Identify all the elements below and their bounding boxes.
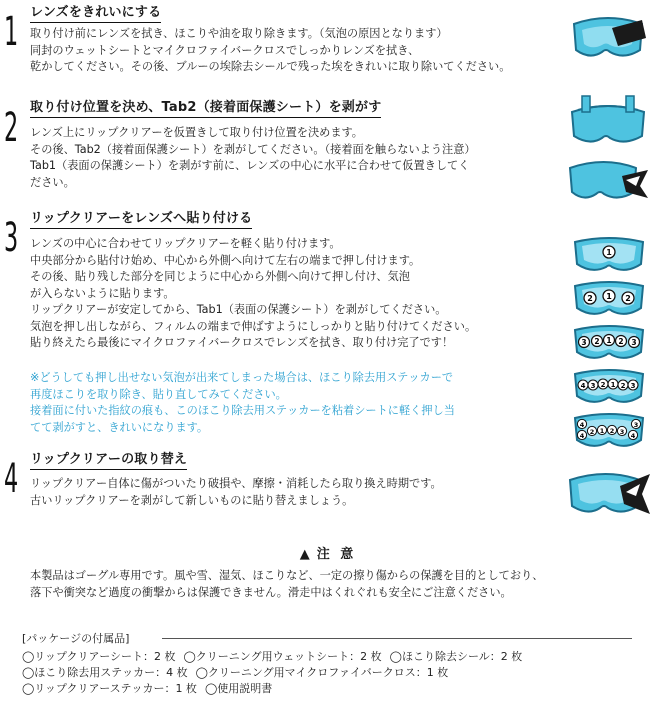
goggle-step3-b bbox=[572, 278, 646, 318]
badge-label: 2 bbox=[620, 382, 626, 390]
badge-label: 1 bbox=[606, 336, 612, 345]
caution-title: 注 意 bbox=[316, 547, 357, 562]
package-item: ◯クリーニング用マイクロファイバークロス：1 枚 bbox=[195, 666, 449, 679]
package-item: ◯ほこり除去用ステッカー：4 枚 bbox=[22, 666, 188, 679]
step-line: レンズ上にリップクリアーを仮置きして取り付け位置を決めます。 bbox=[30, 126, 363, 139]
badge-label: 4 bbox=[630, 432, 636, 440]
step-line: が入らないように貼ります。 bbox=[30, 286, 175, 300]
caution-body bbox=[30, 568, 543, 601]
badge-label: 2 bbox=[594, 337, 600, 346]
step-note bbox=[30, 370, 455, 436]
warning-icon: ▲ bbox=[299, 547, 313, 562]
step-line: リップクリアー自体に傷がついたり破損や、摩擦・消耗したら取り換え時期です。 bbox=[30, 477, 442, 490]
badge-label: 2 bbox=[609, 427, 615, 435]
step-line: Tab1（表面の保護シート）を剥がす前に、レンズの中心に水平に合わせて仮置きしてく bbox=[30, 159, 470, 172]
goggle-step3-c bbox=[572, 322, 646, 362]
goggle-step3-d bbox=[572, 366, 646, 406]
package-row bbox=[22, 681, 530, 697]
badge-label: 4 bbox=[579, 421, 585, 429]
package-item: ◯リップクリアーステッカー：1 枚 bbox=[22, 682, 197, 695]
step-line: 中央部分から貼付け始め、中心から外側へ向けて左右の端まで押し付けます。 bbox=[30, 253, 421, 267]
goggle-replace-illustration bbox=[566, 462, 650, 520]
step-body bbox=[30, 476, 442, 509]
badge-label: 1 bbox=[599, 427, 605, 435]
note-line: 再度ほこりを取り除き、貼り直してみてください。 bbox=[30, 387, 287, 401]
package-list bbox=[22, 649, 530, 697]
step-number: 4 bbox=[4, 456, 19, 502]
step-number: 2 bbox=[4, 105, 19, 151]
step-line: ださい。 bbox=[30, 175, 75, 189]
step-line: リップクリアーが安定してから、Tab1（表面の保護シート）を剥がしてください。 bbox=[30, 303, 447, 316]
badge-label: 3 bbox=[633, 421, 639, 429]
badge-label: 4 bbox=[580, 382, 586, 390]
badge-label: 2 bbox=[618, 337, 624, 346]
badge-label: 2 bbox=[589, 428, 595, 436]
step-line: その後、Tab2（接着面保護シート）を剥がしてください。（接着面を触らないよう注意） bbox=[30, 142, 476, 156]
package-row bbox=[22, 649, 530, 665]
note-line: てて剥がすと、きれいになります。 bbox=[30, 420, 209, 434]
step-line: 乾かしてください。その後、ブルーの埃除去シールで残った埃をきれいに取り除いてください。 bbox=[30, 60, 511, 73]
step-body bbox=[30, 125, 476, 191]
step-body bbox=[30, 236, 476, 352]
step-number: 3 bbox=[4, 215, 19, 261]
note-line: 接着面に付いた指紋の痕も、このほこり除去用ステッカーを粘着シートに軽く押し当 bbox=[30, 404, 455, 417]
package-item: ◯使用説明書 bbox=[204, 682, 273, 695]
step-body bbox=[30, 26, 510, 76]
note-line: ※どうしても押し出せない気泡が出来てしまった場合は、ほこり除去用ステッカーで bbox=[30, 371, 454, 384]
step-title: 取り付け位置を決め、Tab2（接着面保護シート）を剥がす bbox=[30, 100, 381, 118]
goggle-step3-a bbox=[572, 234, 646, 274]
badge-label: 3 bbox=[590, 382, 596, 390]
package-row bbox=[22, 665, 530, 681]
step-title: リップクリアーをレンズへ貼り付ける bbox=[30, 211, 252, 229]
step-line: 取り付け前にレンズを拭き、ほこりや油を取り除きます。（気泡の原因となります） bbox=[30, 27, 448, 40]
step-title: レンズをきれいにする bbox=[30, 5, 161, 23]
step-line: その後、貼り残した部分を同じように中心から外側へ向けて押し付け、気泡 bbox=[30, 270, 410, 283]
step-line: レンズの中心に合わせてリップクリアーを軽く貼り付けます。 bbox=[30, 237, 341, 250]
badge-label: 2 bbox=[587, 294, 593, 303]
goggle-wipe-illustration bbox=[568, 10, 648, 66]
step-number: 1 bbox=[4, 9, 19, 55]
badge-label: 1 bbox=[610, 381, 616, 389]
step-title: リップクリアーの取り替え bbox=[30, 452, 187, 470]
step-line: 古いリップクリアーを剥がして新しいものに貼り替えましょう。 bbox=[30, 493, 354, 507]
package-heading: [パッケージの付属品] bbox=[22, 632, 130, 645]
badge-label: 3 bbox=[581, 338, 587, 347]
badge-label: 2 bbox=[625, 294, 631, 303]
package-item: ◯リップクリアーシート：2 枚 bbox=[22, 650, 176, 663]
caution-heading bbox=[0, 543, 656, 562]
goggle-tab-illustration bbox=[568, 92, 648, 148]
badge-label: 2 bbox=[600, 381, 606, 389]
badge-label: 3 bbox=[619, 428, 625, 436]
badge-label: 4 bbox=[579, 432, 585, 440]
package-divider bbox=[162, 638, 632, 639]
package-item: ◯ほこり除去シール：2 枚 bbox=[389, 650, 523, 663]
badge-label: 3 bbox=[631, 338, 637, 347]
step-line: 貼り終えたら最後にマイクロファイバークロスでレンズを拭き、取り付け完了です！ bbox=[30, 336, 454, 349]
caution-line: 本製品はゴーグル専用です。風や雪、湿気、ほこりなど、一定の擦り傷からの保護を目的としており、 bbox=[30, 569, 544, 582]
package-item: ◯クリーニング用ウェットシート：2 枚 bbox=[183, 650, 382, 663]
badge-label: 1 bbox=[606, 292, 612, 301]
goggle-step3-e bbox=[572, 410, 646, 450]
step-line: 気泡を押し出しながら、フィルムの端まで伸ばすようにしっかりと貼り付けてください。 bbox=[30, 319, 477, 333]
step-line: 同封のウェットシートとマイクロファイバークロスでしっかりレンズを拭き、 bbox=[30, 43, 420, 57]
caution-line: 落下や衝突など過度の衝撃からは保護できません。滑走中はくれぐれも安全にご注意ください。 bbox=[30, 585, 512, 599]
goggle-peel-illustration bbox=[564, 150, 650, 206]
badge-label: 1 bbox=[606, 248, 612, 257]
badge-label: 3 bbox=[630, 382, 636, 390]
